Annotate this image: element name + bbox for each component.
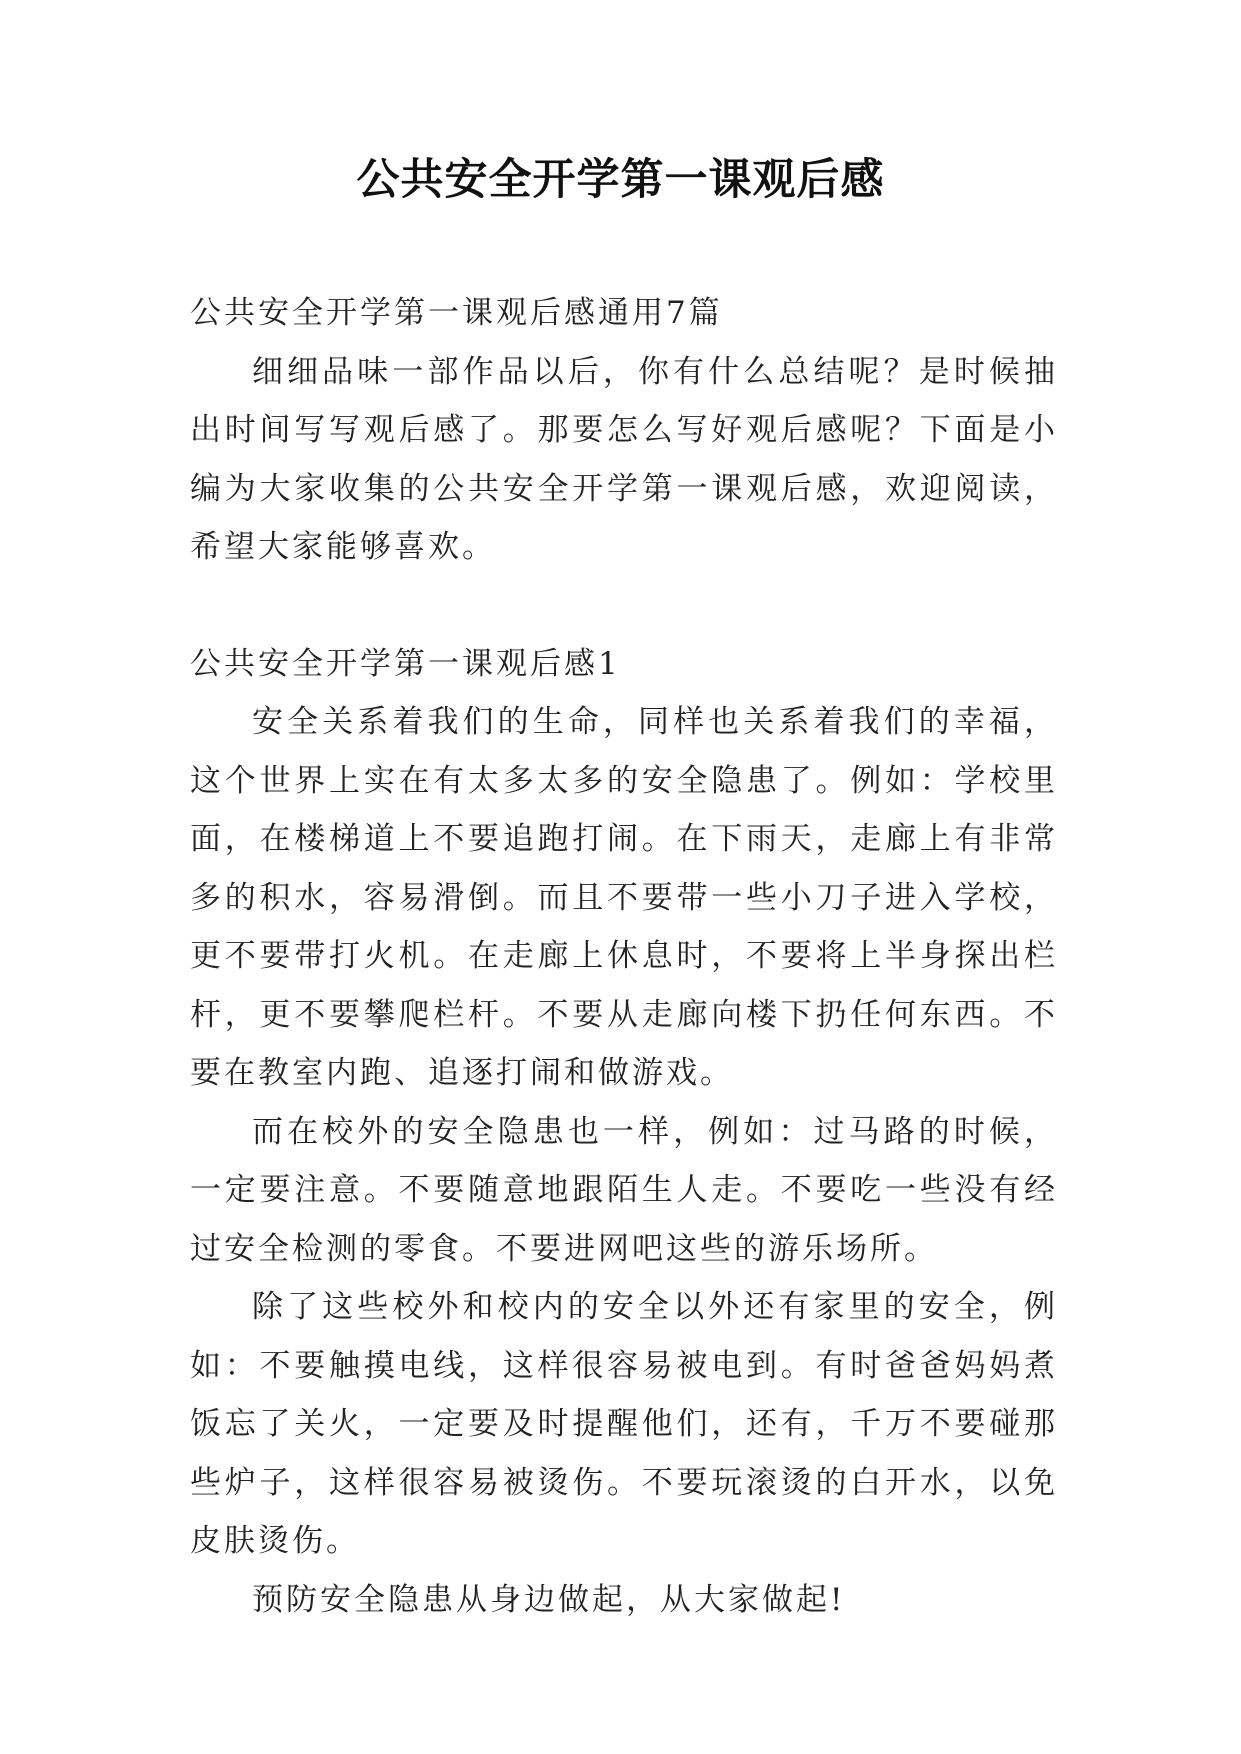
document-title: 公共安全开学第一课观后感 [356,155,885,205]
intro-paragraph: 细细品味一部作品以后，你有什么总结呢？是时候抽出时间写写观后感了。那要怎么写好观后感呢？下面是小编为大家收集的公共安全开学第一课观后感，欢迎阅读，希望大家能够喜欢。 [190,353,1058,565]
section-1-paragraph-3: 除了这些校外和校内的安全以外还有家里的安全，例如：不要触摸电线，这样很容易被电到。有时爸爸妈妈煮饭忘了关火，一定要及时提醒他们，还有，千万不要碰那些炉子，这样很容易被烫伤。不要玩滚烫的白开水，以免皮肤烫伤。 [190,1289,1058,1559]
document-body [190,284,1058,1629]
section-1-paragraph-2: 而在校外的安全隐患也一样，例如：过马路的时候，一定要注意。不要随意地跟陌生人走。不要吃一些没有经过安全检测的零食。不要进网吧这些的游乐场所。 [190,1113,1058,1267]
section-1-heading: 公共安全开学第一课观后感1 [190,645,621,682]
section-1-paragraph-1: 安全关系着我们的生命，同样也关系着我们的幸福，这个世界上实在有太多太多的安全隐患了。例如：学校里面，在楼梯道上不要追跑打闹。在下雨天，走廊上有非常多的积水，容易滑倒。而且不要带一些小刀子进入学校，更不要带打火机。在走廊上休息时，不要将上半身探出栏杆，更不要攀爬栏杆。不要从走廊向楼下扔任何东西。不要在教室内跑、追逐打闹和做游戏。 [190,704,1058,1091]
intro-heading: 公共安全开学第一课观后感通用7篇 [190,295,723,331]
section-spacer [190,577,1058,635]
section-1-paragraph-4: 预防安全隐患从身边做起，从大家做起! [252,1581,846,1618]
